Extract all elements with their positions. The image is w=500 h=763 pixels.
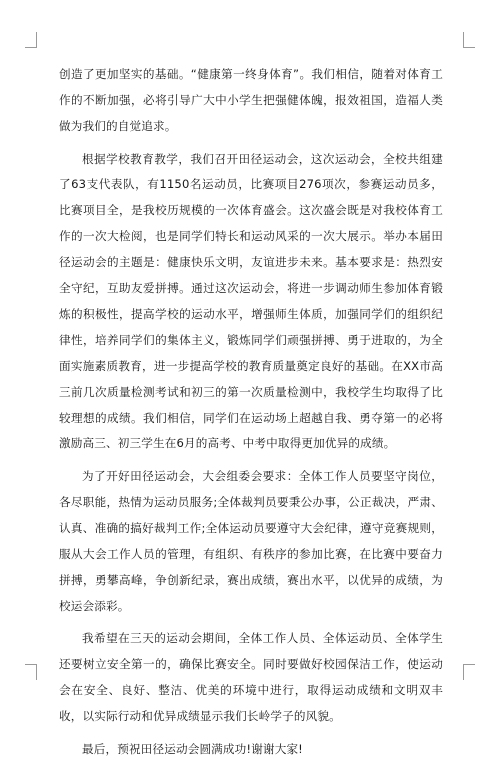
document-body bbox=[59, 62, 443, 763]
crop-mark-bottom-left bbox=[25, 664, 37, 680]
paragraph-committee-requirements: 为了开好田径运动会，大会组委会要求：全体工作人员要坚守岗位，各尽职能，热情为运动员服务;全体裁判员要秉公办事，公正裁决，严肃、认真、准确的搞好裁判工作;全体运动员要遵守大会纪律，遵守竞赛规则，服从大会工作人员的管理，有组织、有秩序的参加比赛，在比赛中要奋力拼搏，勇攀高峰，争创新纪录，赛出成绩，赛出水平，以优异的成绩，为校运会添彩。 bbox=[59, 469, 443, 613]
paragraph-safety-and-cleanliness: 我希望在三天的运动会期间，全体工作人员、全体运动员、全体学生还要树立安全第一的，确保比赛安全。同时要做好校园保洁工作，使运动会在安全、良好、整洁、优美的环境中进行，取得运动成绩和文明双丰收，以实际行动和优异成绩显示我们长岭学子的风貌。 bbox=[59, 631, 443, 724]
crop-mark-bottom-right bbox=[463, 664, 475, 680]
paragraph-sports-meeting-overview: 根据学校教育教学，我们召开田径运动会，这次运动会，全校共组建了63支代表队，有1150名运动员，比赛项目276项次，参赛运动员多，比赛项目全，是我校历规模的一次体育盛会。这次盛会既是对我校体育工作的一次大检阅，也是同学们特长和运动风采的一次大展示。举办本届田径运动会的主题是：健康快乐文明，友谊进步未来。基本要求是：热烈安全守纪，互助友爱拼搏。通过这次运动会，将进一步调动师生参加体育锻炼的积极性，提高学校的运动水平，增强师生体质，加强同学们的组织纪律性，培养同学们的集体主义，锻炼同学们顽强拼搏、勇于进取的，为全面实施素质教育，进一步提高学校的教育质量奠定良好的基础。在XX市高三前几次质量检测考试和初三的第一次质量检测中，我校学生均取得了比较理想的成绩。我们相信，同学们在运动场上超越自我、勇夺第一的必将激励高三、初三学生在6月的高考、中考中取得更加优异的成绩。 bbox=[59, 151, 443, 451]
crop-mark-top-right bbox=[463, 32, 475, 48]
paragraph-closing-wishes: 最后，预祝田径运动会圆满成功!谢谢大家! bbox=[82, 741, 303, 756]
crop-mark-top-left bbox=[25, 32, 37, 48]
paragraph-continuation: 创造了更加坚实的基础。“健康第一终身体育”。我们相信，随着对体育工作的不断加强，必将引导广大中小学生把强健体魄，报效祖国，造福人类做为我们的自觉追求。 bbox=[59, 67, 443, 133]
